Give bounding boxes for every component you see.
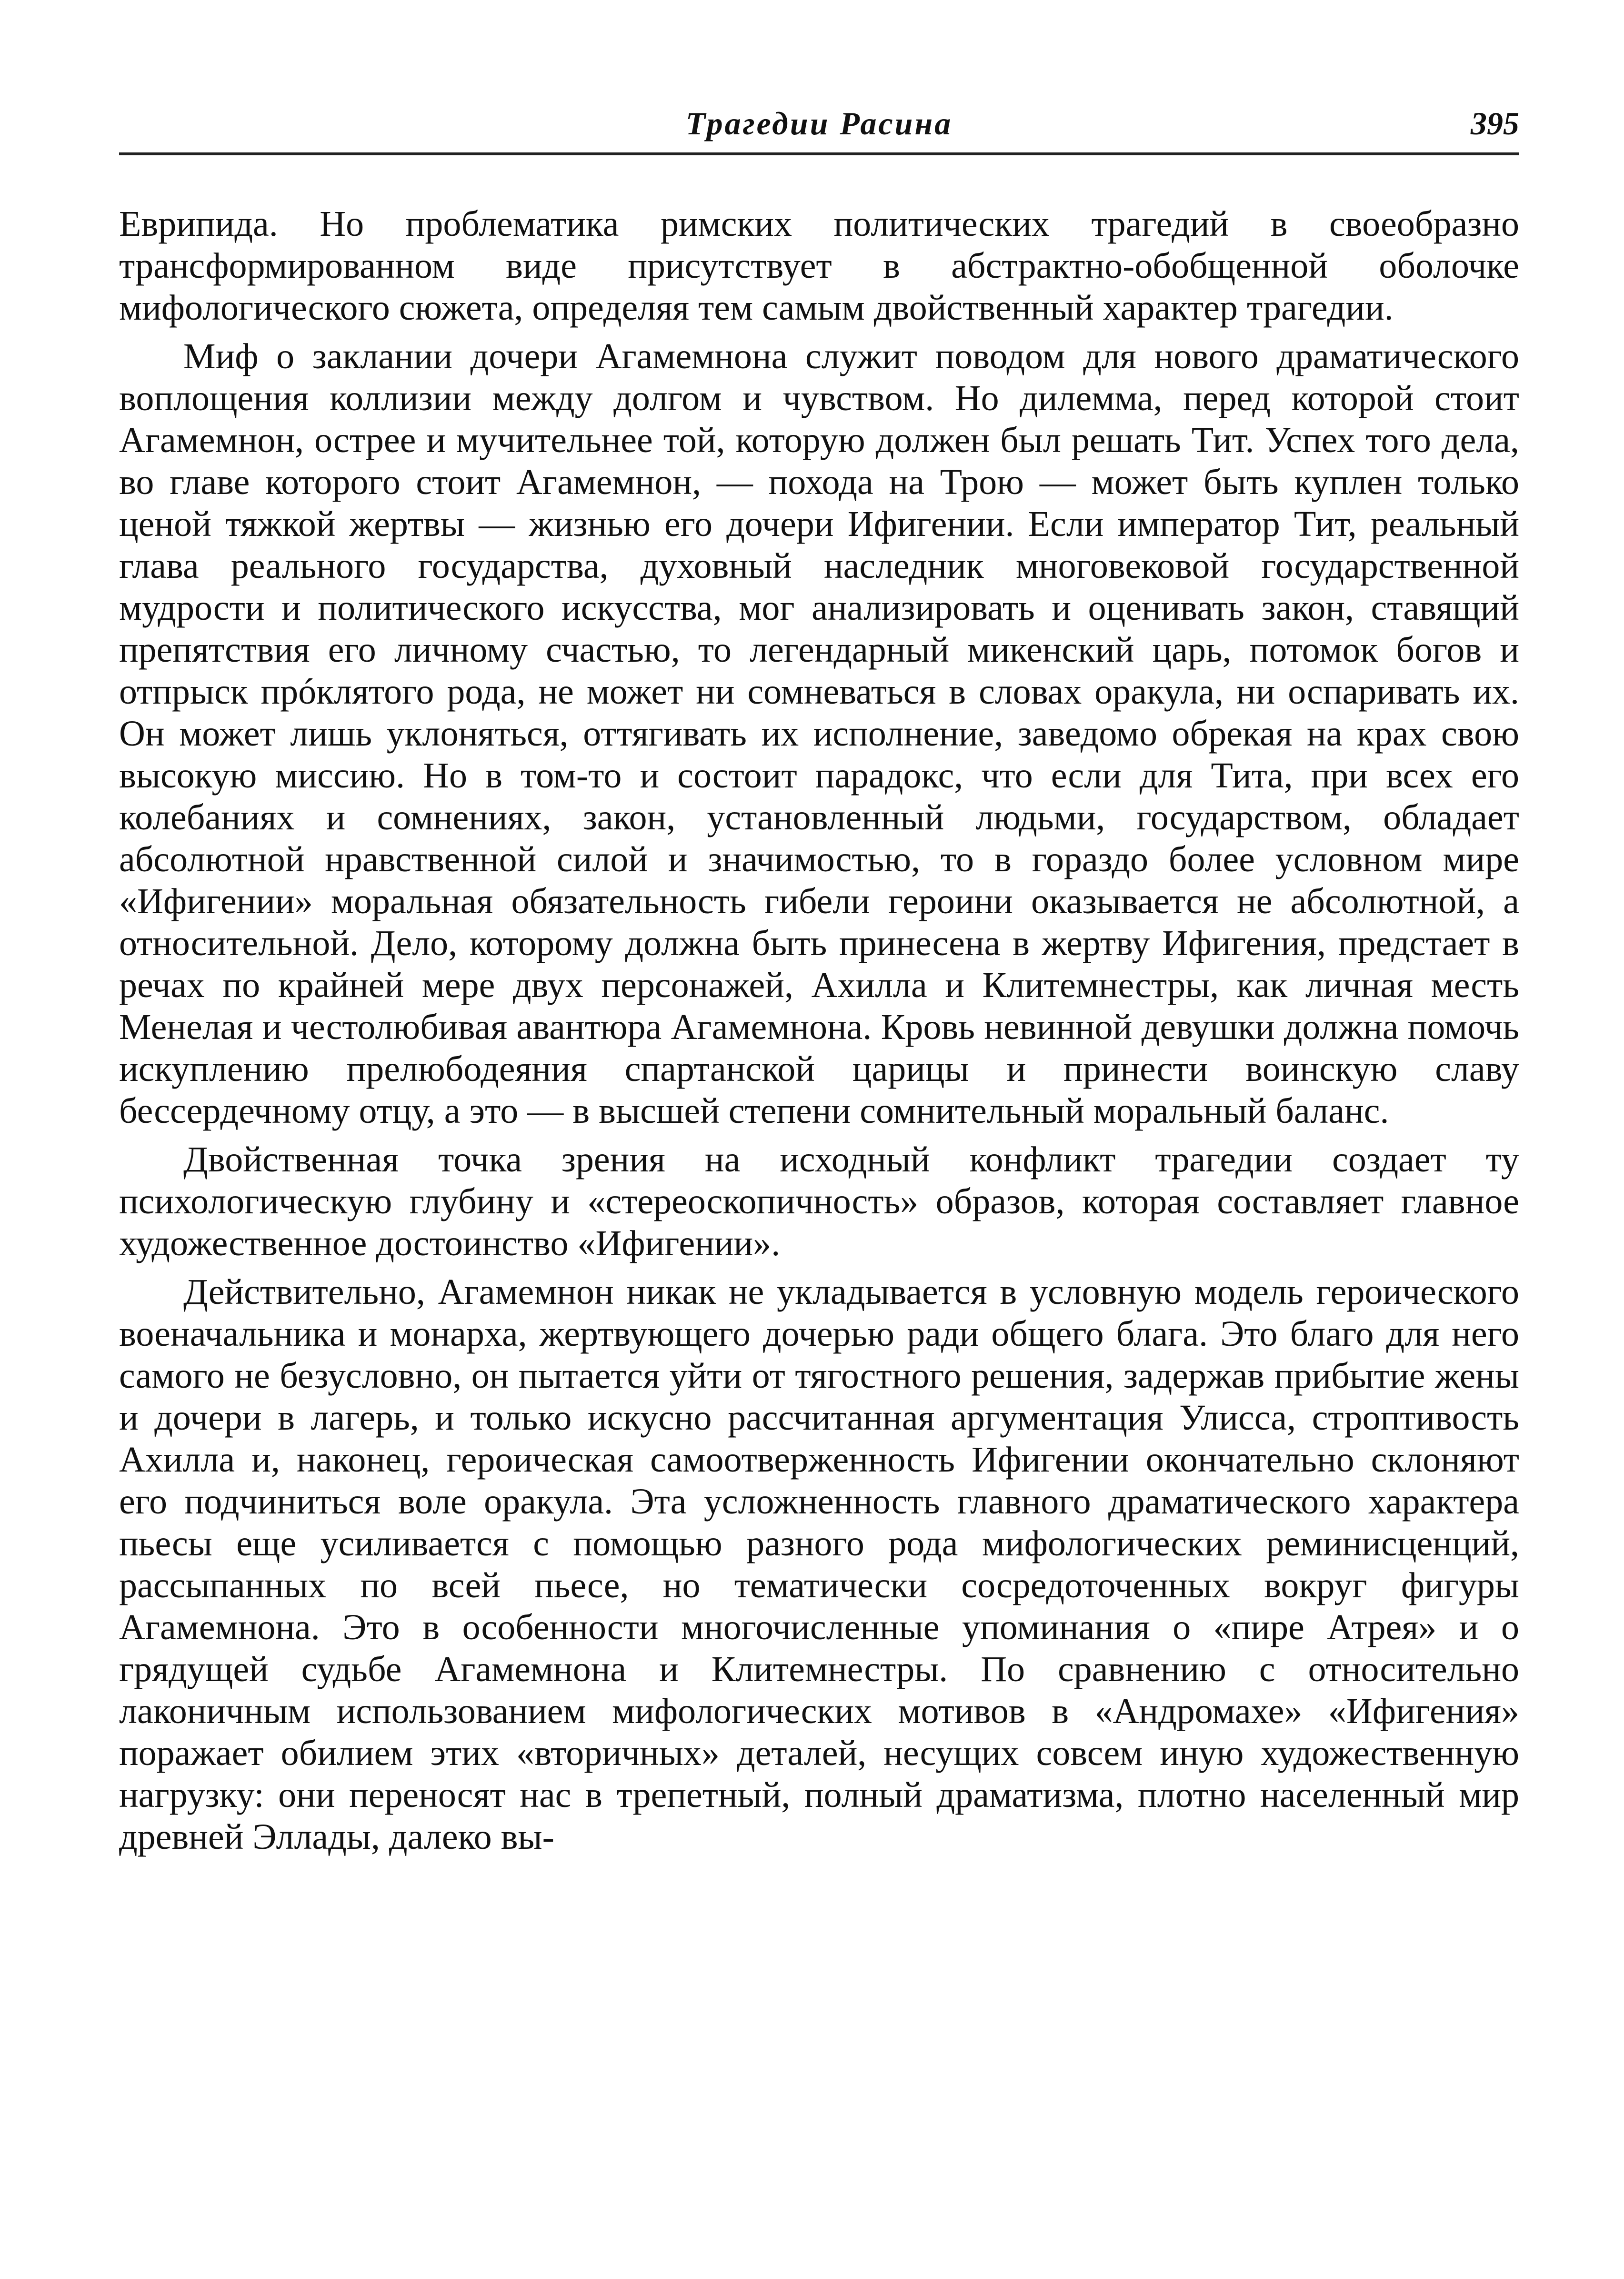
paragraph: Миф о заклании дочери Агамемнона служит поводом для нового драматического воплощения коллизии между долгом и чувством. Но дилемма, перед которой стоит Агамемнон, острее и мучительнее той, которую должен был решать Тит. Успех того дела, во главе которого стоит Агамемнон, — похода на Трою — может быть куплен только ценой тяжкой жертвы — жизнью его дочери Ифигении. Если император Тит, реальный глава реального государства, духовный наследник многовековой государственной мудрости и политического искусства, мог анализировать и оценивать закон, ставящий препятствия его личному счастью, то легендарный микенский царь, потомок богов и отпрыск прóклятого рода, не может ни сомневаться в словах оракула, ни оспаривать их. Он может лишь уклоняться, оттягивать их исполнение, заведомо обрекая на крах свою высокую миссию. Но в том-то и состоит парадокс, что если для Тита, при всех его колебаниях и сомнениях, закон, установленный людьми, государством, обладает абсолютной нравственной силой и значимостью, то в гораздо более условном мире «Ифигении» моральная обязательность гибели героини оказывается не абсолютной, а относительной. Дело, которому должна быть принесена в жертву Ифигения, предстает в речах по крайней мере двух персонажей, Ахилла и Клитемнестры, как личная месть Менелая и честолюбивая авантюра Агамемнона. Кровь невинной девушки должна помочь искуплению прелюбодеяния спартанской царицы и принести воинскую славу бессердечному отцу, а это — в высшей степени сомнительный моральный баланс. [119, 336, 1519, 1131]
running-title: Трагедии Расина [685, 105, 953, 141]
paragraph: Двойственная точка зрения на исходный конфликт трагедии создает ту психологическую глубину и «стереоскопичность» образов, которая составляет главное художественное достоинство «Ифигении». [119, 1140, 1519, 1263]
book-page [119, 95, 1519, 1865]
page-number: 395 [1471, 105, 1519, 141]
body-text [119, 203, 1519, 1858]
paragraph-continuation: Еврипида. Но проблематика римских политических трагедий в своеобразно трансформированном виде присутствует в абстрактно-обобщенной оболочке мифологического сюжета, определяя тем самым двойственный характер трагедии. [119, 204, 1519, 328]
paragraph: Действительно, Агамемнон никак не укладывается в условную модель героического военачальника и монарха, жертвующего дочерью ради общего блага. Это благо для него самого не безусловно, он пытается уйти от тягостного решения, задержав прибытие жены и дочери в лагерь, и только искусно рассчитанная аргументация Улисса, строптивость Ахилла и, наконец, героическая самоотверженность Ифигении окончательно склоняют его подчиниться воле оракула. Эта усложненность главного драматического характера пьесы еще усиливается с помощью разного рода мифологических реминисценций, рассыпанных по всей пьесе, но тематически сосредоточенных вокруг фигуры Агамемнона. Это в особенности многочисленные упоминания о «пире Атрея» и о грядущей судьбе Агамемнона и Клитемнестры. По сравнению с относительно лаконичным использованием мифологических мотивов в «Андромахе» «Ифигения» поражает обилием этих «вторичных» деталей, несущих совсем иную художественную нагрузку: они переносят нас в трепетный, полный драматизма, плотно населенный мир древней Эллады, далеко вы- [119, 1272, 1519, 1857]
running-head [119, 95, 1519, 155]
